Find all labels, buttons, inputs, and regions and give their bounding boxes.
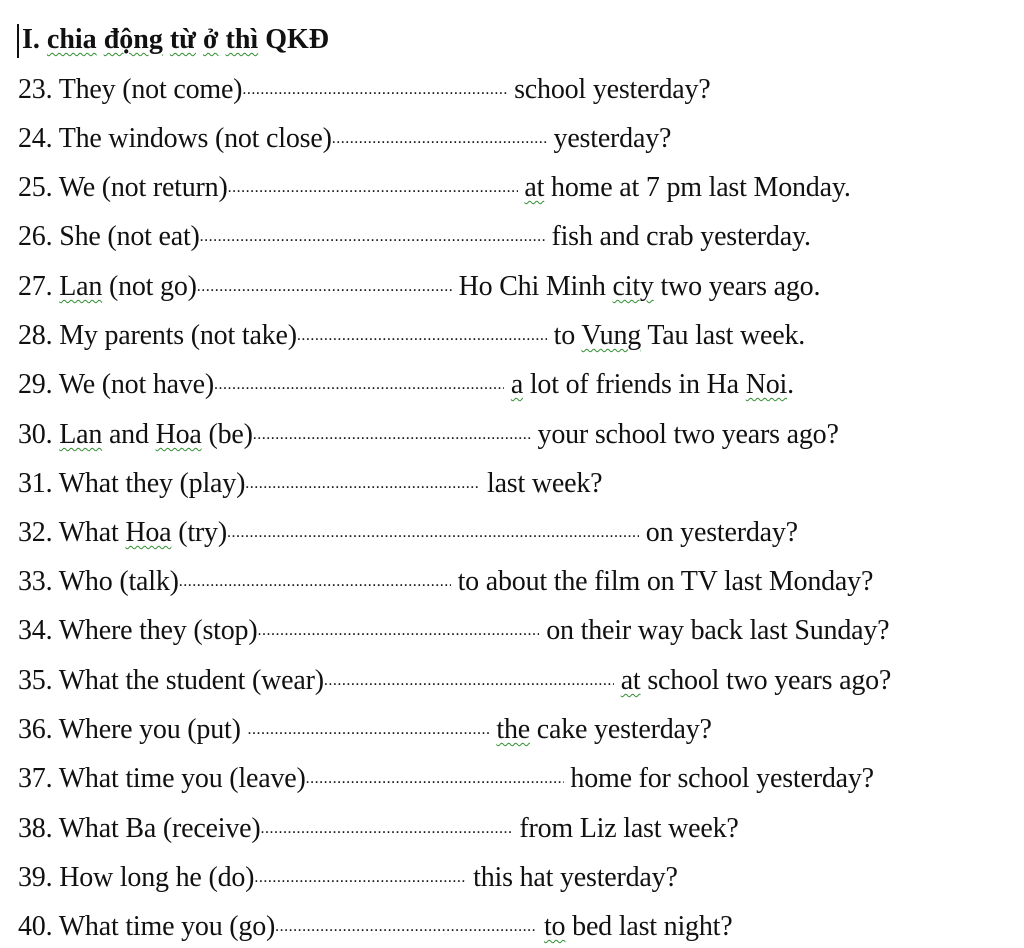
flagged-word: the (496, 714, 530, 745)
item-prompt: (try) (171, 517, 227, 548)
heading-suffix: QKĐ (258, 24, 329, 55)
item-prompt: (not go) (102, 271, 197, 302)
answer-blank[interactable] (254, 870, 466, 886)
item-prompt: What time you (leave) (58, 763, 306, 794)
item-continuation: cake yesterday? (529, 714, 712, 745)
item-continuation: bed last night? (565, 911, 733, 942)
answer-blank[interactable] (179, 574, 451, 590)
item-prompt: They (not come) (58, 74, 243, 105)
item-prompt: We (not have) (58, 369, 214, 400)
item-number: 36. (18, 714, 59, 745)
answer-blank[interactable] (214, 377, 504, 393)
item-prompt: The windows (not close) (58, 123, 332, 154)
exercise-item-28 (18, 316, 805, 356)
item-continuation: last week? (480, 468, 603, 499)
exercise-item-32 (18, 513, 798, 553)
exercise-item-30 (18, 415, 839, 455)
item-continuation: to (546, 320, 582, 351)
item-number: 35. (18, 665, 59, 696)
exercise-item-31 (18, 464, 602, 504)
text-cursor (17, 24, 19, 58)
item-continuation: from Liz last week? (512, 813, 739, 844)
item-prompt: and (102, 419, 156, 450)
flagged-word: at (524, 172, 545, 203)
flagged-word: Hoa (125, 517, 172, 548)
item-number: 32. (18, 517, 59, 548)
exercise-item-37 (18, 759, 874, 799)
item-prompt: What they (play) (58, 468, 246, 499)
answer-blank[interactable] (261, 821, 513, 837)
item-number: 28. (18, 320, 60, 351)
heading-prefix: I. (22, 24, 47, 55)
item-continuation: lot of friends in Ha (523, 369, 746, 400)
item-continuation: Ho Chi Minh (451, 271, 613, 302)
item-continuation: on yesterday? (638, 517, 798, 548)
exercise-item-23 (18, 70, 711, 110)
answer-blank[interactable] (242, 82, 507, 98)
answer-blank[interactable] (253, 427, 531, 443)
flagged-word: to (543, 911, 566, 942)
answer-blank[interactable] (200, 229, 545, 245)
item-number: 25. (18, 172, 59, 203)
answer-blank[interactable] (275, 919, 537, 935)
item-continuation: . (787, 369, 794, 400)
flagged-word: at (620, 665, 641, 696)
flagged-word: Noi (745, 369, 788, 400)
item-continuation: two years ago. (653, 271, 821, 302)
item-prompt: Where they (stop) (58, 615, 258, 646)
flagged-word: a (510, 369, 524, 400)
item-number: 23. (18, 74, 59, 105)
section-heading (22, 20, 329, 60)
answer-blank[interactable] (245, 476, 480, 492)
answer-blank[interactable] (248, 722, 490, 738)
answer-blank[interactable] (324, 673, 614, 689)
exercise-item-26 (18, 217, 811, 257)
exercise-item-39 (18, 858, 678, 898)
exercise-item-33 (18, 562, 873, 602)
exercise-item-40 (18, 907, 732, 947)
item-prompt: How long he (do) (59, 862, 255, 893)
item-continuation: home at 7 pm last Monday. (544, 172, 851, 203)
item-number: 24. (18, 123, 59, 154)
item-number: 34. (18, 615, 59, 646)
answer-blank[interactable] (332, 131, 547, 147)
exercise-item-36 (18, 710, 712, 750)
flagged-word: Lan (59, 271, 103, 302)
answer-blank[interactable] (306, 771, 564, 787)
item-number: 38. (18, 813, 59, 844)
heading-word: từ (169, 24, 196, 55)
item-continuation: your school two years ago? (530, 419, 839, 450)
item-continuation: home for school yesterday? (563, 763, 874, 794)
heading-word: thì (225, 24, 259, 55)
exercise-item-34 (18, 611, 889, 651)
item-prompt: We (not return) (58, 172, 228, 203)
item-prompt: What the student (wear) (58, 665, 324, 696)
flagged-word: Hoa (155, 419, 202, 450)
answer-blank[interactable] (197, 279, 452, 295)
heading-word: động (103, 24, 163, 55)
item-prompt: What time you (go) (58, 911, 276, 942)
item-prompt: My parents (not take) (59, 320, 297, 351)
exercise-item-35 (18, 661, 891, 701)
heading-word: ở (202, 24, 219, 55)
item-number: 37. (18, 763, 59, 794)
exercise-item-25 (18, 168, 851, 208)
item-number: 30. (18, 419, 60, 450)
item-continuation: school two years ago? (640, 665, 892, 696)
answer-blank[interactable] (297, 328, 547, 344)
flagged-word: Vung (581, 320, 642, 351)
exercise-item-24 (18, 119, 671, 159)
item-continuation: yesterday? (546, 123, 672, 154)
item-number: 31. (18, 468, 59, 499)
item-prompt: What Ba (receive) (58, 813, 261, 844)
exercise-item-29 (18, 365, 794, 405)
item-prompt: What (58, 517, 126, 548)
item-number: 40. (18, 911, 59, 942)
item-continuation: Tau last week. (641, 320, 806, 351)
item-number: 27. (18, 271, 60, 302)
flagged-word: city (612, 271, 654, 302)
exercise-item-38 (18, 809, 739, 849)
item-prompt: Where you (put) (58, 714, 248, 745)
item-prompt: (be) (201, 419, 253, 450)
item-number: 29. (18, 369, 59, 400)
item-continuation: on their way back last Sunday? (539, 615, 890, 646)
item-continuation: fish and crab yesterday. (544, 221, 811, 252)
flagged-word: Lan (59, 419, 103, 450)
answer-blank[interactable] (257, 623, 539, 639)
item-continuation: this hat yesterday? (466, 862, 678, 893)
item-continuation: school yesterday? (507, 74, 711, 105)
item-prompt: She (not eat) (59, 221, 200, 252)
answer-blank[interactable] (228, 180, 518, 196)
item-continuation: to about the film on TV last Monday? (450, 566, 874, 597)
answer-blank[interactable] (227, 525, 639, 541)
exercise-item-27 (18, 267, 820, 307)
item-number: 26. (18, 221, 60, 252)
heading-word: chia (46, 24, 97, 55)
item-number: 39. (18, 862, 60, 893)
item-number: 33. (18, 566, 59, 597)
item-prompt: Who (talk) (58, 566, 179, 597)
